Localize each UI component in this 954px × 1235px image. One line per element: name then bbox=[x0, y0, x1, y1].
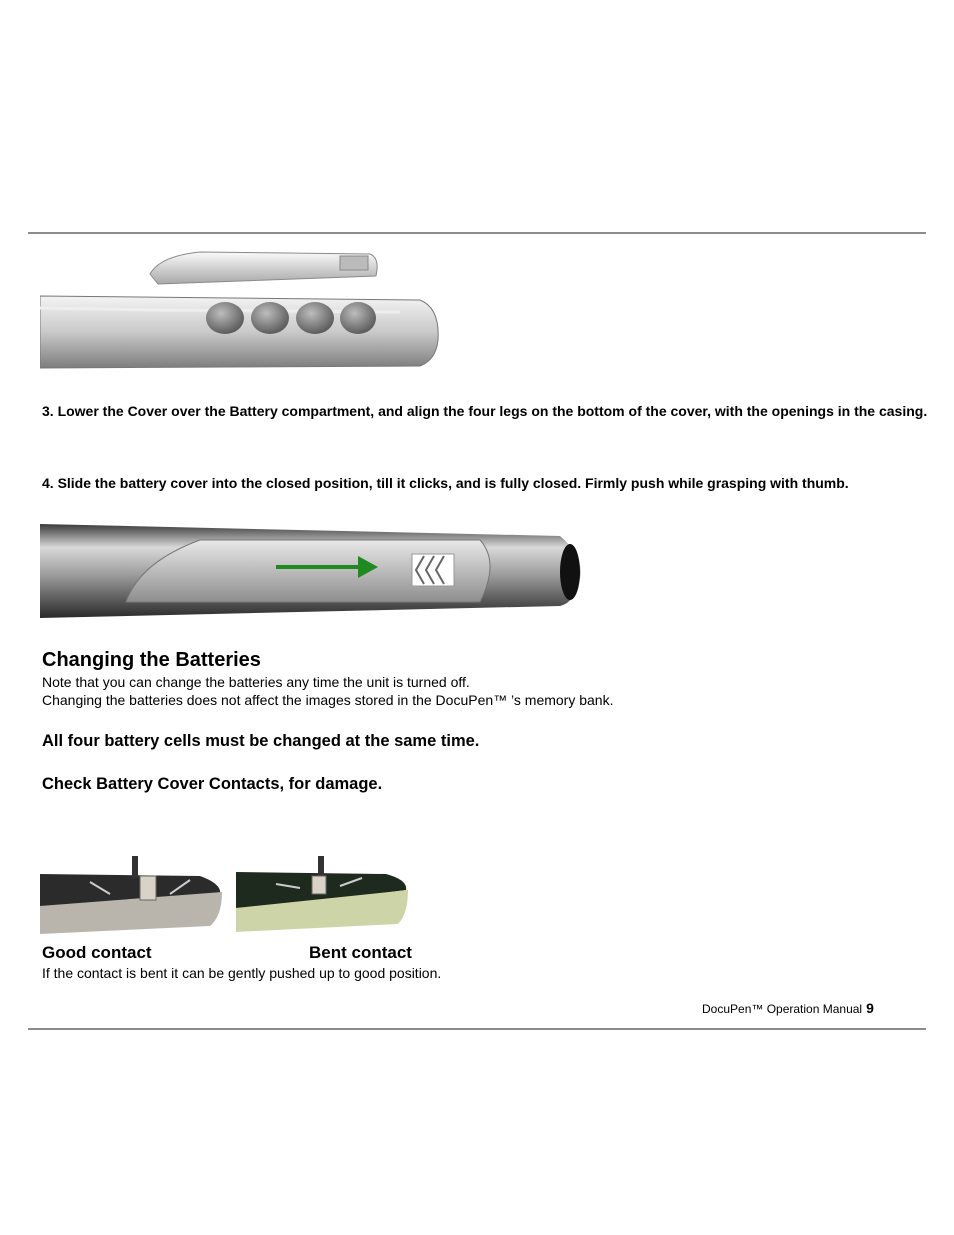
warning-change-all-cells: All four battery cells must be changed at the same time. bbox=[42, 732, 480, 750]
step-4-text: 4. Slide the battery cover into the closed position, till it clicks, and is fully closed. Firmly push while grasping with thumb. bbox=[42, 475, 849, 491]
footer-label: DocuPen™ Operation Manual bbox=[702, 1002, 863, 1016]
bent-contact-advice: If the contact is bent it can be gently pushed up to good position. bbox=[42, 965, 442, 981]
page-footer bbox=[702, 1000, 874, 1016]
bent-contact-caption: Bent contact bbox=[309, 943, 412, 962]
page-number: 9 bbox=[866, 1000, 874, 1016]
bottom-rule bbox=[28, 1028, 926, 1030]
note-line-1: Note that you can change the batteries any time the unit is turned off. bbox=[42, 674, 470, 690]
step-3-text: 3. Lower the Cover over the Battery compartment, and align the four legs on the bottom of the cover, with the openings in the casing. bbox=[42, 403, 928, 419]
section-title: Changing the Batteries bbox=[42, 649, 261, 671]
note-line-2: Changing the batteries does not affect the images stored in the DocuPen™ ’s memory bank. bbox=[42, 692, 614, 708]
good-contact-photo bbox=[40, 854, 224, 942]
slide-cover-illustration bbox=[40, 522, 584, 620]
bent-contact-photo bbox=[236, 856, 410, 942]
battery-compartment-illustration bbox=[40, 248, 444, 370]
good-contact-caption: Good contact bbox=[42, 943, 152, 962]
warning-check-contacts: Check Battery Cover Contacts, for damage. bbox=[42, 775, 383, 793]
top-rule bbox=[28, 232, 926, 234]
